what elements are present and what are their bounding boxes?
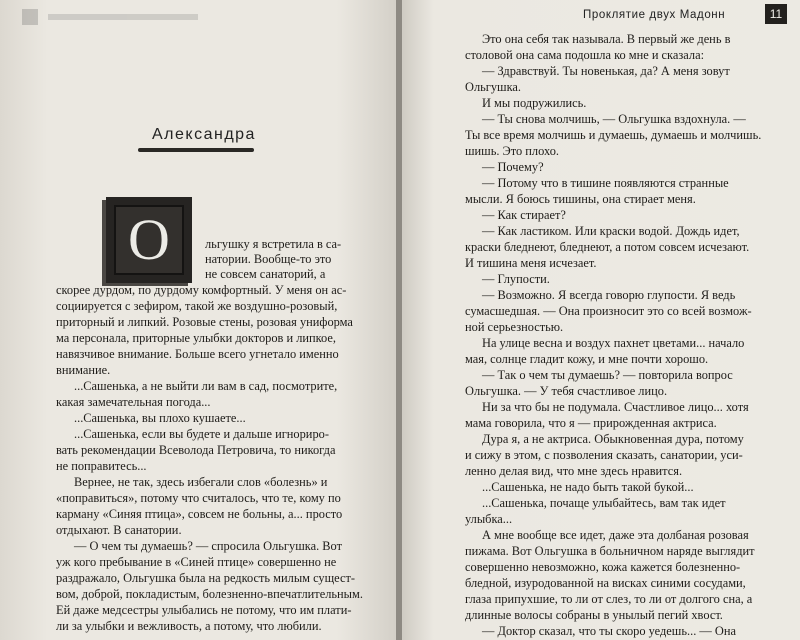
text-line: И мы подружились. — [482, 96, 587, 110]
text-line: мая, солнце гладит кожу, и мне почти хорошо. — [465, 352, 709, 366]
text-line: социируется с зефиром, такой же воздушно-розовый, — [56, 299, 338, 313]
faint-box — [22, 9, 38, 25]
text-line: мама говорила, что я — прирожденная актриса. — [465, 416, 717, 430]
text-line: скорее дурдом, по дурдому комфортный. У меня он ас- — [56, 283, 347, 297]
text-line: — Так о чем ты думаешь? — повторила вопрос — [482, 368, 733, 382]
text-line: ...Сашенька, если вы будете и дальше игнориро- — [74, 427, 329, 441]
text-line: Ольгушка. — [465, 80, 522, 94]
text-line: — Потому что в тишине появляются странные — [482, 176, 729, 190]
text-line: сумасшедшая. — Она произносит это со всей возмож- — [465, 304, 752, 318]
text-line: Дура я, а не актриса. Обыкновенная дура, потому — [482, 432, 744, 446]
text-line: Вернее, не так, здесь избегали слов «болезнь» и — [74, 475, 328, 489]
text-line: Ей даже медсестры улыбались не потому, что им плати- — [56, 603, 352, 617]
text-line: ...Сашенька, почаще улыбайтесь, вам так идет — [482, 496, 726, 510]
text-line: ...Сашенька, а не выйти ли вам в сад, посмотрите, — [74, 379, 338, 393]
text-line: ма персонала, приторные улыбки докторов и липкое, — [56, 331, 337, 345]
text-line: — Глупости. — [482, 272, 550, 286]
text-line: приторный и липкий. Розовые стены, розовая униформа — [56, 315, 353, 329]
drop-cap — [106, 197, 192, 283]
text-line: ленно делая вид, что мне здесь нравится. — [465, 464, 683, 478]
text-line: льгушку я встретила в са- — [205, 237, 342, 251]
text-line: раздражало, Ольгушка была на редкость милым сущест- — [56, 571, 356, 585]
left-page — [0, 0, 396, 640]
text-line: — Как ластиком. Или краски водой. Дождь идет, — [482, 224, 740, 238]
text-line: уж кого пребывание в «Синей птице» совершенно не — [56, 555, 337, 569]
text-line: — Почему? — [482, 160, 544, 174]
text-line: На улице весна и воздух пахнет цветами... начало — [482, 336, 745, 350]
text-line: пижама. Вот Ольгушка в больничном наряде выглядит — [465, 544, 755, 558]
faint-line — [48, 14, 198, 20]
text-line: мысли. Я боюсь тишины, она стирает меня. — [465, 192, 696, 206]
text-line: шишь. Это плохо. — [465, 144, 559, 158]
text-line: — Как стирает? — [482, 208, 566, 222]
text-line: внимание. — [56, 363, 111, 377]
text-line: улыбка... — [465, 512, 513, 526]
chapter-underline — [138, 148, 254, 152]
faint-bleedthrough-header — [22, 8, 222, 26]
text-line: столовой она сама подошла ко мне и сказала: — [465, 48, 705, 62]
text-line: — Ты снова молчишь, — Ольгушка вздохнула. — — [482, 112, 746, 126]
text-line: — Возможно. Я всегда говорю глупости. Я ведь — [482, 288, 736, 302]
text-line: и сижу в этом, с позволения сказать, санатории, уси- — [465, 448, 743, 462]
chapter-title: Александра — [152, 126, 256, 143]
text-line: «поправиться», потому что считалось, что те, кому по — [56, 491, 341, 505]
text-line: Ты все время молчишь и думаешь, думаешь и молчишь. — [465, 128, 762, 142]
text-line: краски бледнеют, бледнеют, а потом совсем исчезают. — [465, 240, 750, 254]
text-line: глаза припухшие, то ли от слез, то ли от долгого сна, а — [465, 592, 753, 606]
text-line: — О чем ты думаешь? — спросила Ольгушка. Вот — [74, 539, 342, 553]
text-line: ...Сашенька, не надо быть такой букой... — [482, 480, 694, 494]
drop-cap-frame — [114, 205, 184, 275]
text-line: совершенно невозможно, кожа кажется болезненно- — [465, 560, 741, 574]
text-line: карману «Синяя птица», совсем не больны, а... просто — [56, 507, 343, 521]
text-line: — Доктор сказал, что ты скоро уедешь... — Она — [482, 624, 736, 638]
text-line: Ольгушка. — У тебя счастливое лицо. — [465, 384, 668, 398]
text-line: ...Сашенька, вы плохо кушаете... — [74, 411, 246, 425]
text-line: натории. Вообще-то это — [205, 252, 332, 266]
text-line: какая замечательная погода... — [56, 395, 211, 409]
text-line: Ни за что бы не подумала. Счастливое лицо... хотя — [482, 400, 749, 414]
text-line: длинные волосы собраны в унылый пегий хвост. — [465, 608, 723, 622]
text-line: Это она себя так называла. В первый же день в — [482, 32, 731, 46]
text-line: вом, доброй, покладистым, болезненно-впечатлительным. — [56, 587, 363, 601]
text-line: не совсем санаторий, а — [205, 267, 326, 281]
text-line: ли за улыбки и вежливость, а потому, что любили. — [56, 619, 322, 633]
text-line: отдыхают. В санатории. — [56, 523, 182, 537]
text-line: — Здравствуй. Ты новенькая, да? А меня зовут — [482, 64, 730, 78]
text-line: навязчивое внимание. Больше всего угнетало именно — [56, 347, 339, 361]
text-line: ной серьезностью. — [465, 320, 564, 334]
text-line: И тишина меня исчезает. — [465, 256, 597, 270]
text-line: вать рекомендации Всеволода Петровича, то никогда — [56, 443, 336, 457]
text-line: не поправитесь... — [56, 459, 147, 473]
text-line: бледной, изуродованной на висках синими сосудами, — [465, 576, 746, 590]
page-number: 11 — [765, 4, 787, 24]
drop-cap-letter: О — [128, 207, 170, 272]
text-line: А мне вообще все идет, даже эта долбаная розовая — [482, 528, 749, 542]
running-head-title: Проклятие двух Мадонн — [583, 9, 726, 21]
